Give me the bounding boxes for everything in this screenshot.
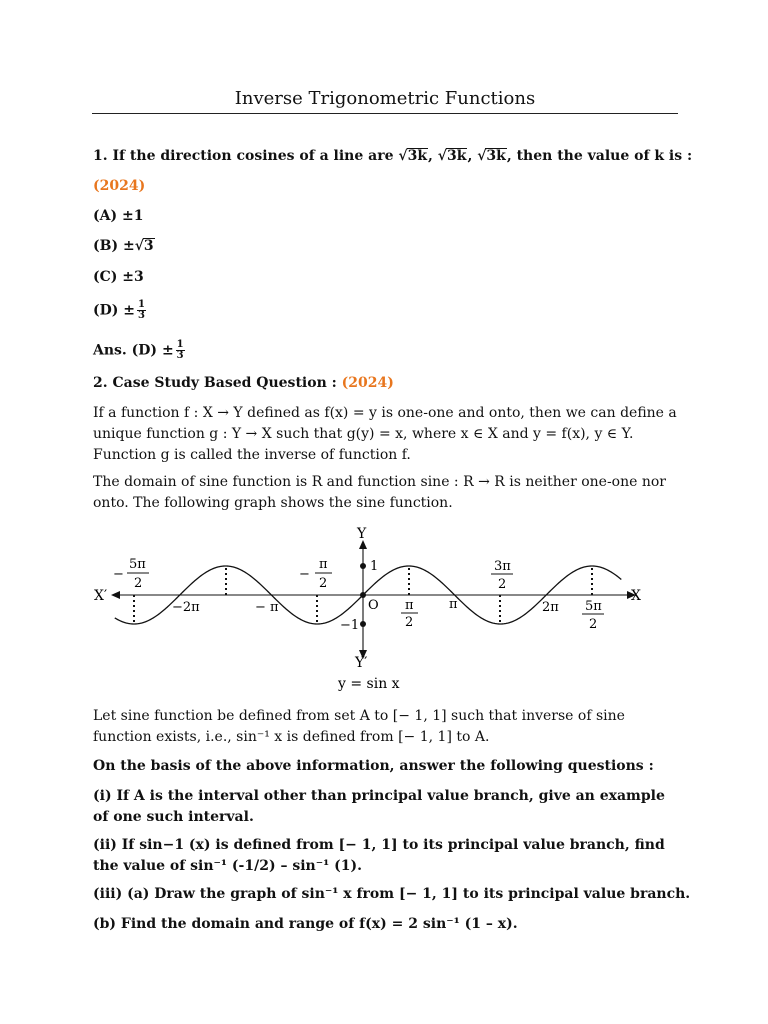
fraction: $\frac{1}{3}$ [138, 299, 145, 321]
q1-answer: Ans. (D) ± $\frac{1}{3}$ [93, 339, 184, 361]
q2-prompt: On the basis of the above information, answer the following questions : [93, 758, 654, 774]
tick-pi-half-den: 2 [405, 615, 414, 630]
tick-neg-five-pi-half-num: 5π [129, 557, 146, 572]
q2-question-iii-b: (b) Find the domain and range of f(x) = 2 sin⁻¹ (1 – x). [93, 916, 518, 932]
q2-heading: 2. Case Study Based Question : (2024) [93, 375, 394, 391]
point-y-neg-1 [360, 621, 366, 627]
q2-year: (2024) [341, 375, 394, 391]
q2-question-ii: (ii) If sin−1 (x) is defined from [− 1, 1] to its principal value branch, find the value of sin⁻¹ (-1/2) – sin⁻¹ (1). [93, 837, 665, 874]
x-neg-axis-label: X′ [94, 588, 108, 604]
q1-option-d: (D) ± $\frac{1}{3}$ [93, 299, 145, 321]
sine-graph [92, 522, 652, 692]
q1-option-b: (B) ±√3 [93, 238, 154, 254]
tick-neg-two-pi: −2π [172, 600, 200, 615]
label-one: 1 [370, 559, 379, 574]
graph-caption: y = sin x [338, 676, 400, 692]
point-origin [360, 592, 366, 598]
y-neg-axis-label: Y′ [355, 655, 368, 671]
q2-question-i: (i) If A is the interval other than principal value branch, give an example of one such interval. [93, 788, 665, 825]
tick-neg-five-pi-half-den: 2 [134, 576, 143, 591]
q1-sqrt-1: √3k [398, 148, 428, 164]
q1-option-c: (C) ±3 [93, 269, 144, 285]
x-axis-left-arrow-icon [111, 591, 120, 599]
origin-label: O [368, 598, 379, 613]
q1-sqrt-2: √3k [437, 148, 467, 164]
title-divider [92, 113, 678, 114]
tick-five-pi-half-num: 5π [585, 599, 602, 614]
q1-year: (2024) [93, 178, 146, 194]
tick-pi-half-num: π [405, 598, 414, 613]
q2-paragraph-2: The domain of sine function is R and function sine : R → R is neither one-one nor onto. The following graph shows the sine function. [93, 474, 666, 511]
fraction: $\frac{1}{3}$ [176, 339, 184, 361]
tick-pi: π [449, 597, 458, 612]
tick-neg-pi-half-num: π [319, 557, 328, 572]
q1-sqrt-3: √3k [477, 148, 506, 164]
q2-paragraph-1: If a function f : X → Y defined as f(x) = y is one-one and onto, then we can define a unique function g : Y → X such that g(y) = x, where x ∈ X and y = f(x), y ∈ Y. Function g is called the inverse of function f. [93, 405, 677, 463]
tick-three-pi-half-den: 2 [498, 577, 507, 592]
q1-option-a: (A) ±1 [93, 208, 144, 224]
q1-prefix: 1. If the direction cosines of a line are [93, 148, 399, 164]
tick-three-pi-half-num: 3π [494, 559, 511, 574]
tick-two-pi: 2π [542, 600, 559, 615]
q1-stem: 1. If the direction cosines of a line are √3k, √3k, √3k, then the value of k is : [93, 148, 693, 164]
tick-neg-pi-half-minus: − [299, 567, 310, 582]
point-y-1 [360, 563, 366, 569]
q2-question-iii-a: (iii) (a) Draw the graph of sin⁻¹ x from [− 1, 1] to its principal value branch. [93, 886, 691, 902]
q1-suffix: , then the value of k is : [506, 148, 693, 164]
x-axis-label: X [631, 588, 641, 604]
page-title: Inverse Trigonometric Functions [234, 88, 536, 109]
tick-neg-pi: − π [255, 600, 279, 615]
q2-paragraph-3: Let sine function be defined from set A to [− 1, 1] such that inverse of sine function exists, i.e., sin⁻¹ x is defined from [− 1, 1] to A. [93, 708, 625, 745]
label-neg-one: −1 [340, 618, 360, 633]
tick-five-pi-half-den: 2 [589, 617, 598, 632]
tick-neg-five-pi-half-minus: − [113, 567, 124, 582]
tick-neg-pi-half-den: 2 [319, 576, 328, 591]
y-axis-label: Y [357, 526, 367, 542]
